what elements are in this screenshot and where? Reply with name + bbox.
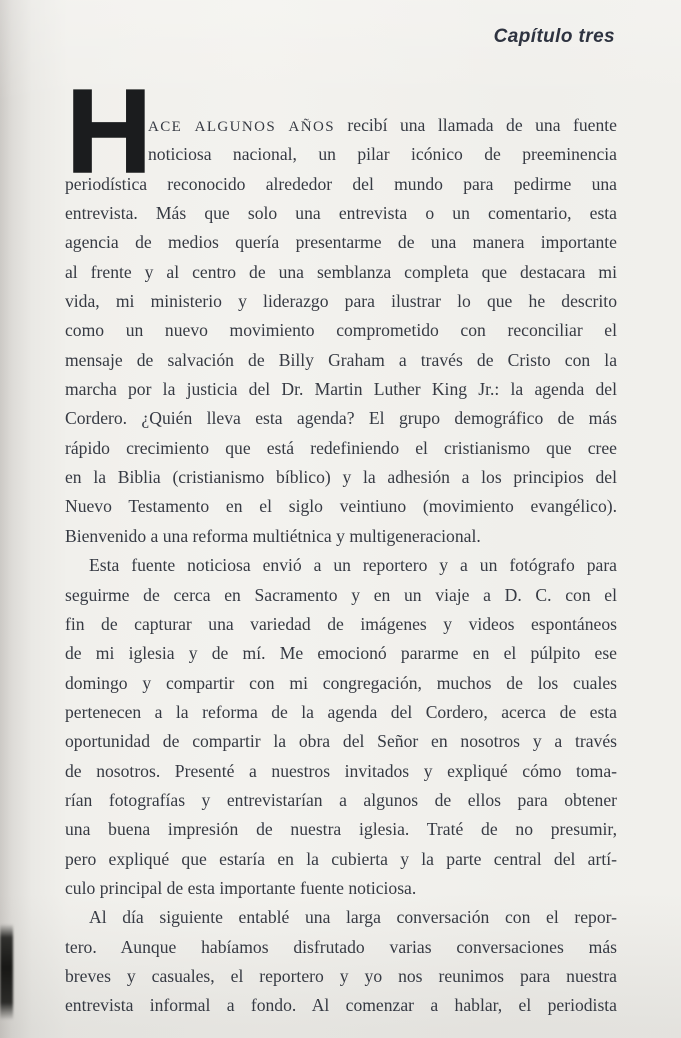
text-line: tero. Aunque habíamos disfrutado varias conversaciones más [65,936,617,957]
text-line: agencia de medios quería presentarme de una manera importante [65,232,617,253]
text-line: rían fotografías y entrevistarían a algunos de ellos para obtener [65,789,617,810]
text-line: vida, mi ministerio y liderazgo para ilustrar lo que he descrito [65,291,617,312]
text-line: Nuevo Testamento en el siglo veintiuno (movimiento evangélico). [65,496,617,517]
text-line: marcha por la justicia del Dr. Martin Luther King Jr.: la agenda del [65,379,617,400]
text-line: noticiosa nacional, un pilar icónico de preeminencia [148,144,617,165]
text-line: Cordero. ¿Quién lleva esta agenda? El grupo demográfico de más [65,408,617,429]
text-line: Bienvenido a una reforma multiétnica y multigeneracional. [65,525,481,546]
drop-cap-box [65,65,152,198]
drop-cap-letter: H [66,65,152,198]
text-line: Al día siguiente entablé una larga conversación con el repor- [89,907,617,928]
text-line: rápido crecimiento que está redefiniendo el cristianismo que cree [65,437,617,458]
text-line: de mi iglesia y de mí. Me emocionó pararme en el púlpito ese [65,643,617,664]
text-line: seguirme de cerca en Sacramento y en un viaje a D. C. con el [65,584,617,605]
text-line: domingo y compartir con mi congregación, muchos de los cuales [65,672,617,693]
text-line: entrevista. Más que solo una entrevista o un comentario, esta [65,203,617,224]
chapter-running-head: Capítulo tres [493,26,615,47]
page-edge-shadow [0,924,13,1020]
text-line: fin de capturar una variedad de imágenes y videos espontáneos [65,613,617,634]
text-line: pero expliqué que estaría en la cubierta y la parte central del artí- [65,848,617,869]
text-line: mensaje de salvación de Billy Graham a través de Cristo con la [65,349,617,370]
text-line [148,111,617,140]
body-text [65,65,617,1021]
opening-small-caps: ACE ALGUNOS AÑOS [148,119,335,135]
text-line: periodística reconocido alrededor del mundo para pedirme una [65,173,617,194]
text-line: en la Biblia (cristianismo bíblico) y la adhesión a los principios del [65,467,617,488]
text-line: una buena impresión de nuestra iglesia. Traté de no presumir, [65,819,617,840]
text-line: de nosotros. Presenté a nuestros invitados y expliqué cómo toma- [65,760,617,781]
text-line-fragment: recibí una llamada de una fuente [334,115,617,135]
text-line: Esta fuente noticiosa envió a un reportero y a un fotógrafo para [89,555,617,576]
text-line: breves y casuales, el reportero y yo nos reunimos para nuestra [65,965,617,986]
text-line: como un nuevo movimiento comprometido con reconciliar el [65,320,617,341]
text-line: al frente y al centro de una semblanza completa que destacara mi [65,261,617,282]
text-line: entrevista informal a fondo. Al comenzar a hablar, el periodista [65,995,617,1016]
text-line: oportunidad de compartir la obra del Señor en nosotros y a través [65,731,617,752]
text-line: pertenecen a la reforma de la agenda del Cordero, acerca de esta [65,701,617,722]
text-line: culo principal de esta importante fuente noticiosa. [65,877,417,898]
